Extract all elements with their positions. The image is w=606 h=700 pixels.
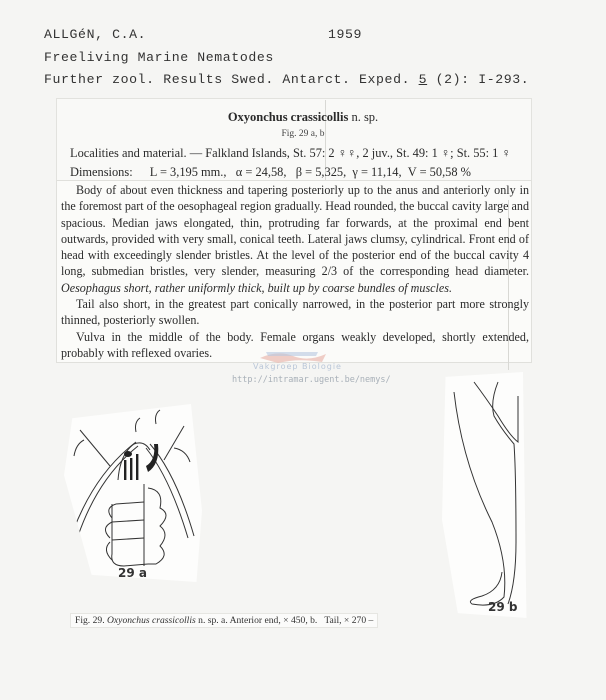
citation-volume: 5 — [418, 72, 428, 87]
species-name: Oxyonchus crassicollis — [227, 110, 349, 124]
figure-29b — [442, 372, 530, 618]
dimensions-label: Dimensions: — [70, 165, 133, 179]
dimensions-values: L = 3,195 mm., α = 24,58, β = 5,325, γ = 11,14, V = 50,58 % — [149, 165, 471, 179]
species-suffix: n. sp. — [351, 110, 379, 124]
figure-29a — [64, 404, 202, 582]
paragraph-tail: Tail also short, in the greatest part conically narrowed, in the posterior part more strongly thinned, posteriorly swollen. — [61, 297, 529, 328]
paragraph-vulva: Vulva in the middle of the body. Female organs weakly developed, shortly extended, probably with reflexed ovaries. — [61, 329, 529, 360]
card-title: Freeliving Marine Nematodes — [44, 50, 274, 65]
citation-suffix: (2): I-293. — [435, 72, 530, 87]
localities-line: Localities and material. — Falkland Islands, St. 57: 2 ♀♀, 2 juv., St. 49: 1 ♀; St. 55: 1 ♀ — [70, 146, 511, 160]
anterior-end-drawing — [64, 404, 202, 582]
paragraph-morphology: Body of about even thickness and tapering posteriorly up to the anus and anteriorly only in the foremost part of the oesophageal region gradually. Head rounded, the buccal cavity large and spacious. Median jaws elongated, thin, protruding far forwards, at the proximal end bent outwards, provided with very small, conical teeth. Lateral jaws clumsy, cylindrical. Front end of head with exceedingly slender bristles. At the level of the posterior end of the buccal cavity 4 long, submedian bristles, very slender, measuring 2/3 of the corresponding head diameter. Oesophagus short, rather uniformly thick, built up by coarse bundles of muscles. — [61, 183, 529, 295]
species-heading — [0, 110, 606, 125]
card-year: 1959 — [328, 27, 363, 42]
watermark-group: Vakgroep Biologie — [253, 362, 342, 371]
caption-prefix: Fig. 29. — [75, 615, 105, 626]
figure-caption — [70, 613, 378, 628]
dimensions-line — [70, 165, 471, 180]
figure-29b-label: 29 b — [488, 600, 518, 614]
description-body — [61, 182, 529, 361]
citation-prefix: Further zool. Results Swed. Antarct. Exped. — [44, 72, 411, 87]
figure-reference: Fig. 29 a, b — [281, 129, 325, 139]
italic-oesophagus: Oesophagus short, rather uniformly thick, built up by coarse bundles of muscles. — [61, 280, 452, 295]
caption-species: Oxyonchus crassicollis — [107, 615, 196, 626]
caption-text: n. sp. a. Anterior end, × 450, b. Tail, × 270 – — [198, 615, 374, 626]
card-citation — [44, 72, 529, 87]
card-author: ALLGéN, C.A. — [44, 27, 147, 42]
figure-29a-label: 29 a — [118, 566, 147, 580]
tail-drawing — [442, 372, 530, 618]
watermark-url: http://intramar.ugent.be/nemys/ — [232, 375, 391, 385]
